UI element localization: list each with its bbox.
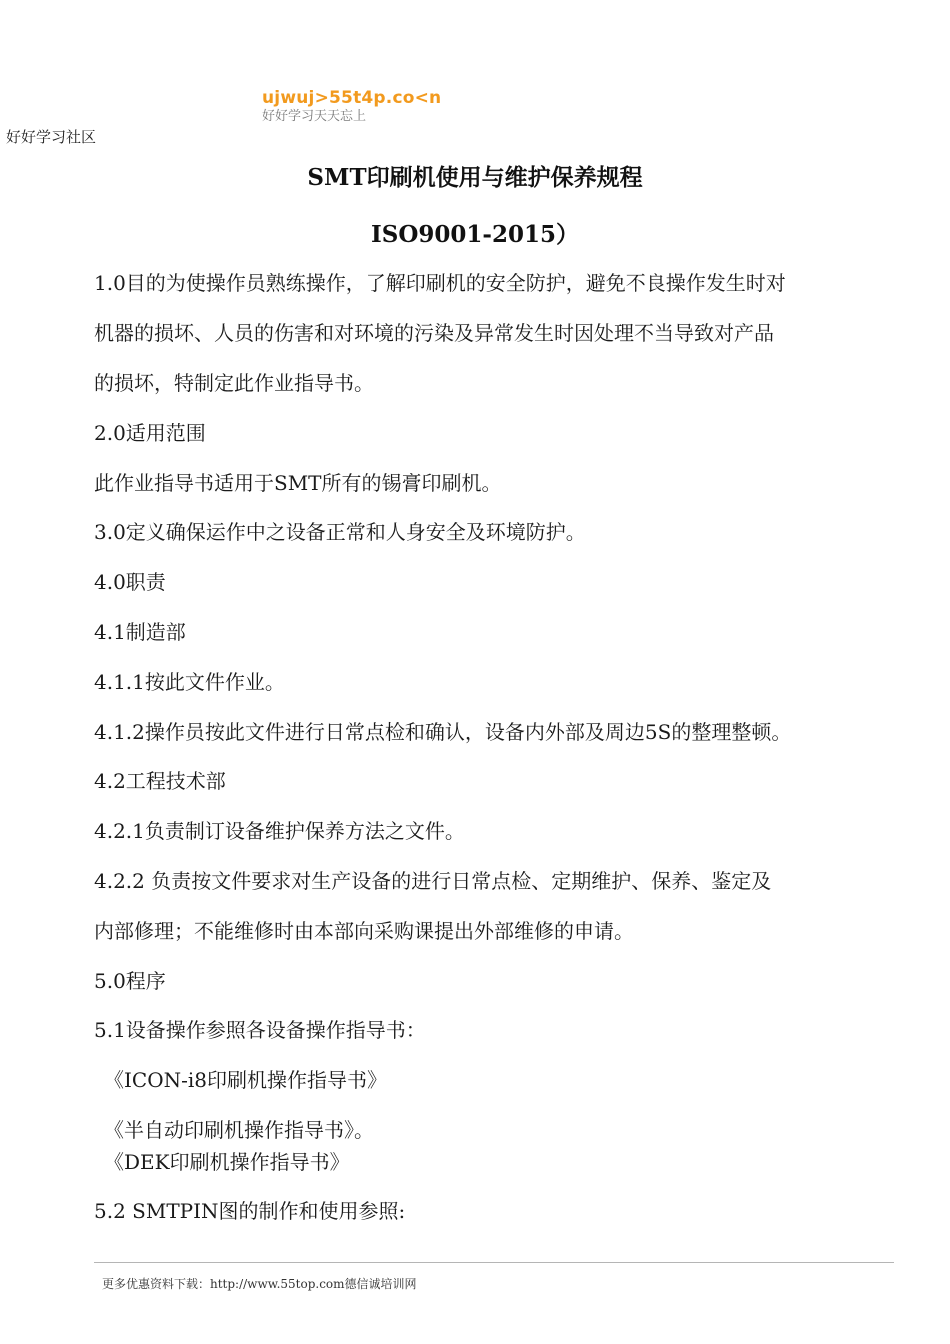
- subsection-heading: 4.1制造部: [94, 620, 186, 644]
- section-heading: 5.0程序: [94, 969, 166, 993]
- reference-item: 《半自动印刷机操作指导书》。: [104, 1118, 374, 1142]
- body-line: 1.0目的为使操作员熟练操作，了解印刷机的安全防护，避免不良操作发生时对: [94, 271, 786, 295]
- section-heading: 2.0适用范围: [94, 421, 206, 445]
- subsection-heading: 5.1设备操作参照各设备操作指导书：: [94, 1018, 426, 1042]
- body-line: 内部修理；不能维修时由本部向采购课提出外部维修的申请。: [94, 919, 634, 943]
- body-line: 4.2.1负责制订设备维护保养方法之文件。: [94, 819, 465, 843]
- subsection-heading: 4.2工程技术部: [94, 769, 226, 793]
- watermark-slogan: 好好学习天天忘上: [262, 109, 367, 124]
- watermark-logo: ujwuj>55t4p.co<n: [262, 88, 442, 108]
- body-line: 此作业指导书适用于SMT所有的锡膏印刷机。: [94, 471, 502, 495]
- body-line: 4.2.2 负责按文件要求对生产设备的进行日常点检、定期维护、保养、鉴定及: [94, 869, 772, 893]
- reference-item: 《ICON-i8印刷机操作指导书》: [104, 1068, 387, 1092]
- reference-item: 《DEK印刷机操作指导书》: [104, 1150, 350, 1174]
- section-heading: 4.0职责: [94, 570, 166, 594]
- footer-text: 更多优惠资料下载：http://www.55top.com德信诚培训网: [102, 1277, 417, 1291]
- body-line: 4.1.2操作员按此文件进行日常点检和确认，设备内外部及周边5S的整理整顿。: [94, 720, 792, 744]
- document-subtitle: ISO9001-2015）: [371, 221, 579, 248]
- body-line: 4.1.1按此文件作业。: [94, 670, 285, 694]
- subsection-heading: 5.2 SMTPIN图的制作和使用参照:: [94, 1199, 406, 1223]
- footer-divider: [94, 1262, 894, 1263]
- section-heading: 3.0定义确保运作中之设备正常和人身安全及环境防护。: [94, 520, 586, 544]
- body-line: 机器的损坏、人员的伤害和对环境的污染及异常发生时因处理不当导致对产品: [94, 321, 774, 345]
- document-title: SMT印刷机使用与维护保养规程: [307, 164, 643, 191]
- body-line: 的损坏，特制定此作业指导书。: [94, 371, 374, 395]
- side-label: 好好学习社区: [6, 128, 97, 146]
